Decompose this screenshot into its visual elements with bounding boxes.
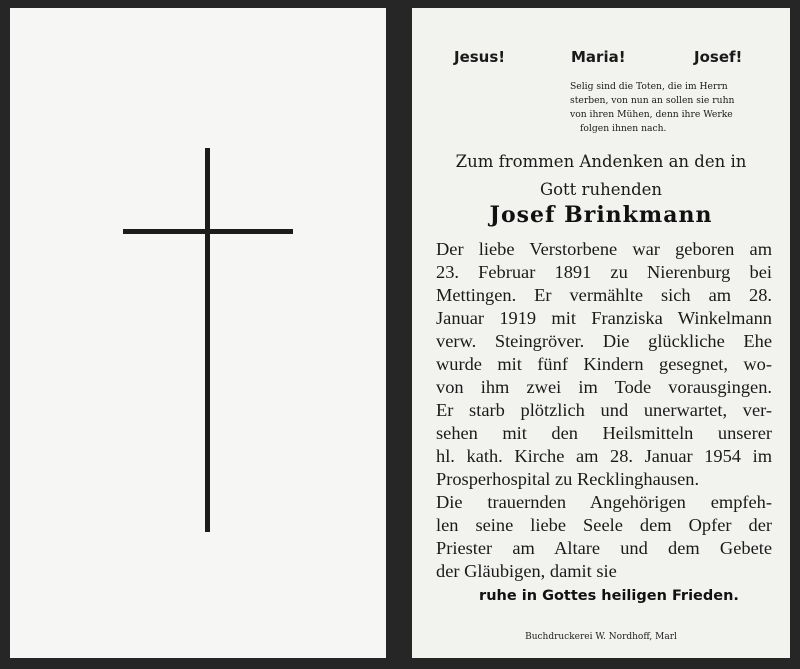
biography-line: der Gläubigen, damit sie (436, 561, 617, 581)
bible-verse-line: Selig sind die Toten, die im Herrn (570, 81, 728, 92)
biography-text (436, 238, 772, 583)
cross-beam (123, 229, 293, 234)
biography-line: Januar 1919 mit Franziska Winkelmann (436, 308, 772, 328)
printer-imprint: Buchdruckerei W. Nordhoff, Marl (525, 632, 677, 642)
header-maria: Maria! (571, 48, 626, 66)
biography-line: 23. Februar 1891 zu Nierenburg bei (436, 262, 772, 282)
biography-line: verw. Steingröver. Die glückliche Ehe (436, 331, 772, 351)
biography-line: Prosperhospital zu Recklinghausen. (436, 469, 700, 489)
biography-line: Priester am Altare und dem Gebete (436, 538, 772, 558)
header-jesus: Jesus! (454, 48, 506, 66)
bible-verse-line: sterben, von nun an sollen sie ruhn (570, 95, 735, 106)
memorial-intro-line: Gott ruhenden (539, 180, 663, 199)
biography-line: len seine liebe Seele dem Opfer der (436, 515, 772, 535)
holy-family-header (412, 48, 790, 70)
biography-line: wurde mit fünf Kindern gesegnet, wo- (436, 354, 772, 374)
bible-verse-line: von ihren Mühen, denn ihre Werke (570, 109, 733, 120)
memorial-intro-line: Zum frommen Andenken an den in (455, 152, 747, 171)
bible-verse-line: folgen ihnen nach. (580, 123, 667, 134)
bible-verse (570, 80, 770, 136)
deceased-name: Josef Brinkmann (489, 202, 713, 228)
biography-line: sehen mit den Heilsmitteln unserer (436, 423, 772, 443)
closing-blessing: ruhe in Gottes heiligen Frieden. (479, 588, 739, 604)
header-josef: Josef! (694, 48, 743, 66)
biography-line: hl. kath. Kirche am 28. Januar 1954 im (436, 446, 772, 466)
cross-icon (205, 148, 210, 532)
biography-line: Mettingen. Er vermählte sich am 28. (436, 285, 772, 305)
biography-line: Er starb plötzlich und unerwartet, ver- (436, 400, 772, 420)
biography-line: Die trauernden Angehörigen empfeh- (436, 492, 772, 512)
card-front-panel (10, 8, 386, 658)
biography-line: von ihm zwei im Tode vorausgingen. (436, 377, 772, 397)
biography-line: Der liebe Verstorbene war geboren am (436, 239, 772, 259)
card-back-panel (412, 8, 790, 658)
memorial-intro (432, 148, 770, 204)
